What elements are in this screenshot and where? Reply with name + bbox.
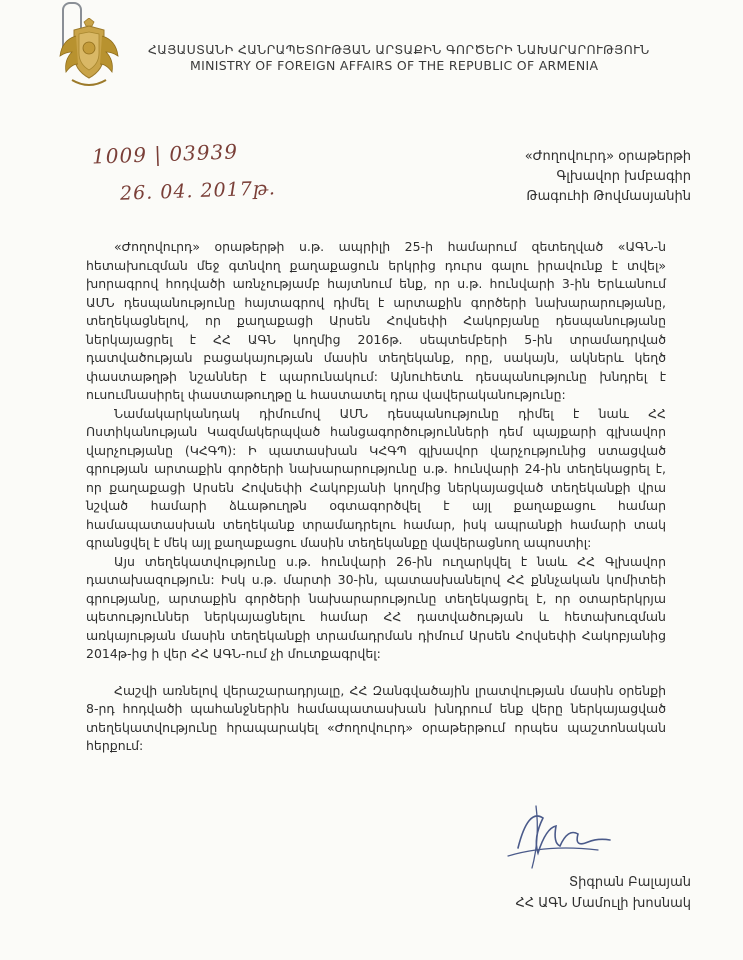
addressee-position: Գլխավոր խմբագիր <box>556 169 691 184</box>
paragraph-3: Այս տեղեկատվությունը ս.թ. հունվարի 26-ին ուղարկվել է նաև ՀՀ Գլխավոր դատախազություն: Իսկ ս.թ. մարտի 30-ին, պատասխանելով ՀՀ քննչական կոմիտեի գրությանը, արտաքին գործերի նախարարությունը տեղեկացրել է, որ օտարերկրյա պետություններ ներկայացնելու համար ՀՀ դատվածության և հետախուզման առկայության մասին տեղեկանքի տրամադրման դիմում Արսեն Հովսեփի Հակոբյանից 2014թ-ից ի վեր ՀՀ ԱԳՆ-ում չի մուտքագրվել: <box>86 553 666 661</box>
registration-number: 1009 | 03939 <box>91 139 239 169</box>
signer-block <box>516 872 691 914</box>
ministry-name-armenian: ՀԱՅԱՍՏԱՆԻ ՀԱՆՐԱՊԵՏՈՒԹՅԱՆ ԱՐՏԱՔԻՆ ԳՈՐԾԵՐԻ ՆԱԽԱՐԱՐՈՒԹՅՈՒՆ <box>148 42 650 57</box>
signer-title: ՀՀ ԱԳՆ Մամուլի խոսնակ <box>515 896 691 911</box>
paragraph-1: «Ժողովուրդ» օրաթերթի ս.թ. ապրիլի 25-ի համարում զետեղված «ԱԳՆ-ն հետախուզման մեջ գտնվող քաղաքացուն երկրից դուրս գալու իրավունք է տվել» խորագրով հոդվածի առնչությամբ հայտնում ենք, որ ս.թ. հունվարի 3-ին Երևանում ԱՄՆ դեսպանությունը հայտագրով դիմել է արտաքին գործերի նախարարությանը, տեղեկացնելով, որ քաղաքացի Արսեն Հովսեփի Հակոբյանը դեսպանությանը ներկայացրել է ՀՀ ԱԳՆ կողմից 2016թ. սեպտեմբերի 5-ին տրամադրված դատվածության բացակայության մասին տեղեկանք, որը, սակայն, ակներև կեղծ փաստաթղթի նշաններ է պարունակում: Այնուհետև դեսպանությունը խնդրել է ուսումնասիրել փաստաթուղթը և հաստատել դրա վավերականությունը: <box>86 239 666 402</box>
letterhead <box>148 42 708 74</box>
coat-of-arms-icon <box>54 18 124 92</box>
registration-date: 26. 04. 2017թ. <box>119 177 277 205</box>
addressee-name: Թագուհի Թովմասյանին <box>526 189 691 204</box>
addressee-block <box>525 147 691 207</box>
addressee-publication: «Ժողովուրդ» օրաթերթի <box>524 149 691 164</box>
handwritten-signature <box>498 798 618 878</box>
paragraph-2: Նամակարկանդակ դիմումով ԱՄՆ դեսպանությունը դիմել է նաև ՀՀ Ոստիկանության Կազմակերպված հանցագործությունների դեմ պայքարի գլխավոր վարչությանը (ԿՀԳՊ): Ի պատասխան ԿՀԳՊ գլխավոր վարչությունից ստացված գրության արտաքին գործերի նախարարությունը ս.թ. հունվարի 24-ին տեղեկացրել է, որ քաղաքացի Արսեն Հովսեփի Հակոբյանի կողմից ներկայացված տեղեկանքի վրա նշված համարի ձևաթուղթն օգտագործվել է այլ քաղաքացու համար համապատասխան տեղեկանք տրամադրելու համար, իսկ ապրանքի համարի տակ գրանցվել է մեկ այլ քաղաքացու մասին տեղեկանքը վավերացնող ապոստիլ: <box>86 405 666 550</box>
letter-body <box>86 238 666 756</box>
paragraph-4: Հաշվի առնելով վերաշարադրյալը, ՀՀ Զանգվածային լրատվության մասին օրենքի 8-րդ հոդվածի պահանջներին համապատասխան խնդրում ենք վերը ներկայացված տեղեկատվությունը հրապարակել «Ժողովուրդ» օրաթերթում որպես պաշտոնական հերքում: <box>86 682 666 753</box>
ministry-name-english: MINISTRY OF FOREIGN AFFAIRS OF THE REPUBLIC OF ARMENIA <box>190 58 599 73</box>
signer-name: Տիգրան Բալայան <box>568 875 691 890</box>
